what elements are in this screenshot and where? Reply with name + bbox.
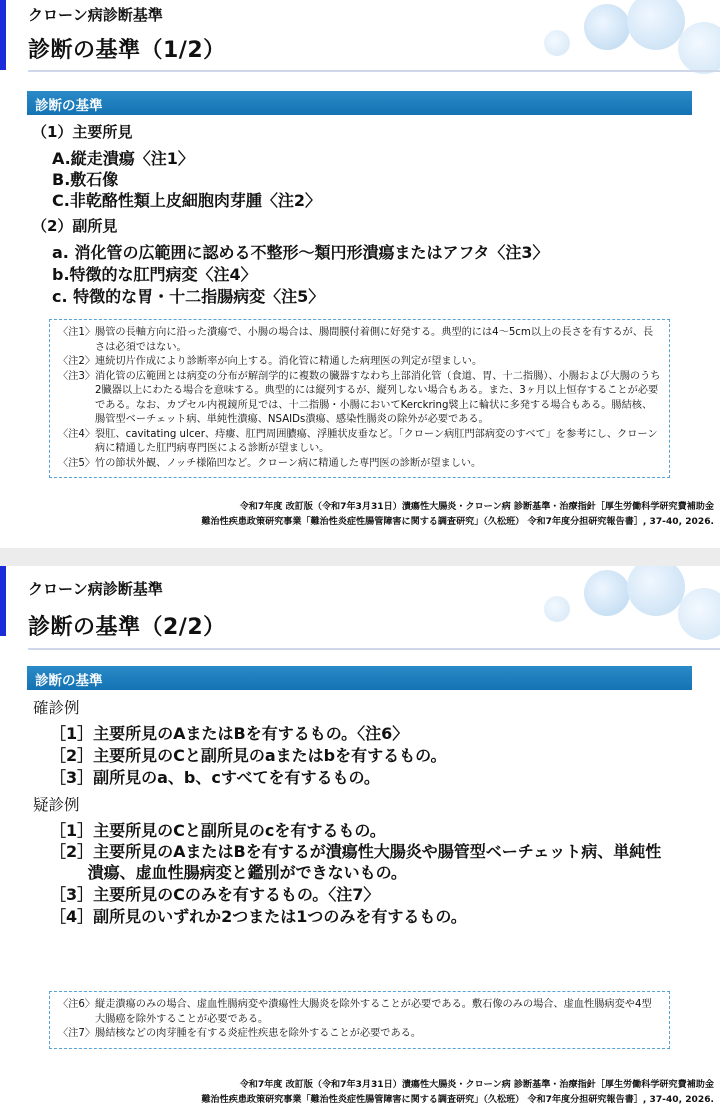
section-header: 診断の基準 — [27, 666, 692, 690]
slide-separator — [0, 548, 720, 566]
notes-box — [49, 991, 670, 1049]
note-row — [58, 998, 661, 1027]
note-tag: 〈注4〉 — [58, 428, 96, 440]
slide-subtitle: クローン病診断基準 — [28, 6, 163, 24]
suspected-item: ［4］副所見のいずれか2つまたは1つのみを有するもの。 — [50, 907, 467, 926]
note-row — [58, 370, 661, 428]
note-text: 縦走潰瘍のみの場合、虚血性腸病変や潰瘍性大腸炎を除外することが必要である。敷石像のみの場合、虚血性腸病変や4型大腸癌を除外することが必要である。 — [95, 999, 652, 1025]
note-row — [58, 355, 661, 370]
note-tag: 〈注5〉 — [58, 457, 96, 469]
note-tag: 〈注6〉 — [58, 999, 96, 1010]
slide-subtitle: クローン病診断基準 — [28, 580, 163, 598]
decorative-bubble-icon — [544, 30, 570, 56]
slide-1 — [0, 0, 720, 548]
note-text: 裂肛、cavitating ulcer、痔瘻、肛門周囲膿瘍、浮腫状皮垂など。「クローン病肛門部病変のすべて」を参考にし、クローン病に精通した肛門病専門医による診断が望ましい。 — [95, 428, 658, 454]
sub-finding-item: a. 消化管の広範囲に認める不整形～類円形潰瘍またはアフタ〈注3〉 — [52, 243, 549, 262]
suspected-item: 潰瘍、虚血性腸病変と鑑別ができないもの。 — [50, 863, 407, 882]
main-finding-item: B.敷石像 — [52, 170, 119, 189]
citation-line: 難治性疾患政策研究事業「難治性炎症性腸管障害に関する調査研究」（久松班） 令和7年度分担研究報告書］, 37-40, 2026. — [201, 1095, 714, 1105]
note-text: 連続切片作成により診断率が向上する。消化管に精通した病理医の判定が望ましい。 — [95, 356, 483, 367]
decorative-bubble-icon — [627, 0, 685, 50]
note-row — [58, 326, 661, 355]
citation-line: 令和7年度 改訂版（令和7年3月31日）潰瘍性大腸炎・クローン病 診断基準・治療指針［厚生労働科学研究費補助金 — [239, 502, 714, 512]
confirmed-heading: 確診例 — [33, 699, 80, 717]
section-header: 診断の基準 — [27, 91, 692, 115]
sub-finding-item: c. 特徴的な胃・十二指腸病変〈注5〉 — [52, 287, 325, 306]
citation-line: 難治性疾患政策研究事業「難治性炎症性腸管障害に関する調査研究」（久松班） 令和7年度分担研究報告書］, 37-40, 2026. — [201, 517, 714, 527]
sub-finding-item: b.特徴的な肛門病変〈注4〉 — [52, 265, 257, 284]
suspected-heading: 疑診例 — [33, 796, 80, 814]
decorative-bubble-icon — [678, 588, 720, 640]
sub-findings-heading: （2）副所見 — [32, 217, 118, 235]
decorative-bubble-icon — [584, 4, 630, 50]
decorative-bubble-icon — [584, 570, 630, 616]
accent-bar — [0, 0, 6, 70]
note-tag: 〈注3〉 — [58, 370, 96, 382]
notes-box — [49, 319, 670, 478]
citation — [201, 1078, 714, 1108]
confirmed-item: ［2］主要所見のCと副所見のaまたはbを有するもの。 — [50, 746, 447, 765]
decorative-bubble-icon — [544, 596, 570, 622]
suspected-item: ［2］主要所見のAまたはBを有するが潰瘍性大腸炎や腸管型ベーチェット病、単純性 — [50, 842, 662, 861]
note-tag: 〈注7〉 — [58, 1028, 96, 1039]
note-text: 腸結核などの肉芽腫を有する炎症性疾患を除外することが必要である。 — [95, 1028, 422, 1039]
main-finding-item: A.縦走潰瘍〈注1〉 — [52, 149, 194, 168]
title-divider — [28, 70, 720, 72]
main-findings-heading: （1）主要所見 — [32, 123, 133, 141]
slide-title: 診断の基準（1/2） — [28, 38, 226, 63]
slide-2 — [0, 566, 720, 1114]
note-row — [58, 428, 661, 457]
note-row — [58, 1027, 661, 1042]
decorative-bubble-icon — [627, 566, 685, 616]
slide-title: 診断の基準（2/2） — [28, 615, 226, 640]
main-finding-item: C.非乾酪性類上皮細胞肉芽腫〈注2〉 — [52, 191, 321, 210]
title-divider — [28, 648, 720, 650]
suspected-item: ［3］主要所見のCのみを有するもの。〈注7〉 — [50, 885, 380, 904]
confirmed-item: ［3］副所見のa、b、cすべてを有するもの。 — [50, 768, 380, 787]
citation — [201, 500, 714, 530]
note-tag: 〈注2〉 — [58, 356, 96, 367]
confirmed-item: ［1］主要所見のAまたはBを有するもの。〈注6〉 — [50, 724, 409, 743]
note-text: 腸管の長軸方向に沿った潰瘍で、小腸の場合は、腸間膜付着側に好発する。典型的には4～5cm以上の長さを有するが、長さは必須ではない。 — [95, 327, 654, 353]
note-row — [58, 457, 661, 472]
suspected-item: ［1］主要所見のCと副所見のcを有するもの。 — [50, 821, 386, 840]
note-text: 消化管の広範囲とは病変の分布が解剖学的に複数の臓器すなわち上部消化管（食道、胃、十二指腸）、小腸および大腸のうち2臓器以上にわたる場合を意味する。典型的には縦列するが、縦列しない場合もある。また、3ヶ月以上恒存することが必要である。なお、カプセル内視鏡所見では、十二指腸・小腸においてKerckring襞上に輪状に多発する場合もある。腸結核、腸管型ベーチェット病、単純性潰瘍、NSAIDs潰瘍、感染性腸炎の除外が必要である。 — [95, 370, 661, 425]
note-text: 竹の節状外観、ノッチ様陥凹など。クローン病に精通した専門医の診断が望ましい。 — [95, 457, 482, 469]
accent-bar — [0, 566, 6, 636]
decorative-bubble-icon — [678, 22, 720, 74]
note-tag: 〈注1〉 — [58, 327, 96, 338]
citation-line: 令和7年度 改訂版（令和7年3月31日）潰瘍性大腸炎・クローン病 診断基準・治療指針［厚生労働科学研究費補助金 — [239, 1080, 714, 1090]
